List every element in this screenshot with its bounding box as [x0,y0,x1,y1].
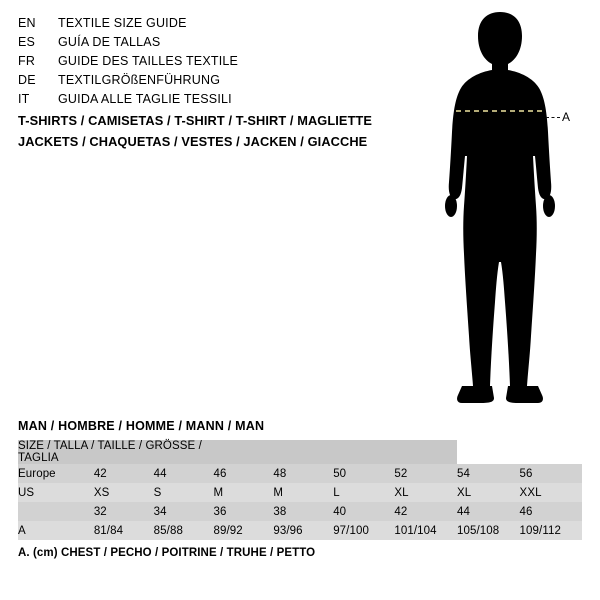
category-block [18,110,408,152]
table-row [18,464,582,483]
table-header-spacer [214,440,274,464]
cell: 42 [394,502,457,521]
cell: 48 [273,464,333,483]
cell: S [154,483,214,502]
category-line-jackets: JACKETS / CHAQUETAS / VESTES / JACKEN / GIACCHE [18,134,368,149]
language-text: TEXTILGRÖßENFÜHRUNG [58,73,221,87]
cell: 54 [457,464,520,483]
row-label [18,502,94,521]
cell: M [214,483,274,502]
table-row [18,483,582,502]
cell: M [273,483,333,502]
cell: 85/88 [154,521,214,540]
cell: XL [457,483,520,502]
table-header-spacer [273,440,333,464]
table-header-spacer [333,440,394,464]
cell: 101/104 [394,521,457,540]
language-row [18,33,398,52]
language-code: EN [18,16,36,30]
language-row [18,71,398,90]
row-label: A [18,521,94,540]
cell: 81/84 [94,521,154,540]
silhouette-icon [400,6,600,406]
category-line-tshirts: T-SHIRTS / CAMISETAS / T-SHIRT / T-SHIRT / MAGLIETTE [18,113,373,128]
language-row [18,52,398,71]
table-row [18,521,582,540]
row-label: Europe [18,464,94,483]
cell: L [333,483,394,502]
language-text: GUIDA ALLE TAGLIE TESSILI [58,92,232,106]
language-code: IT [18,92,30,106]
cell: 97/100 [333,521,394,540]
cell: 46 [214,464,274,483]
footnote: A. (cm) CHEST / PECHO / POITRINE / TRUHE / PETTO [18,547,316,559]
cell: 105/108 [457,521,520,540]
cell: 32 [94,502,154,521]
language-code: FR [18,54,36,68]
language-text: GUÍA DE TALLAS [58,35,161,49]
measure-marker-label: A [562,110,571,124]
table-header-label: SIZE / TALLA / TAILLE / GRÖSSE / TAGLIA [18,440,214,464]
cell: 46 [520,502,582,521]
row-label: US [18,483,94,502]
cell: 89/92 [214,521,274,540]
language-code: ES [18,35,36,49]
cell: 50 [333,464,394,483]
table-row [18,502,582,521]
size-table [18,440,582,540]
male-silhouette-figure [400,6,600,406]
measure-leader-line [546,117,560,118]
table-title: MAN / HOMBRE / HOMME / MANN / MAN [18,419,265,433]
cell: 109/112 [520,521,582,540]
language-row [18,90,398,109]
language-text: GUIDE DES TAILLES TEXTILE [58,54,239,68]
cell: 38 [273,502,333,521]
cell: 56 [520,464,582,483]
cell: XS [94,483,154,502]
cell: 34 [154,502,214,521]
cell: 93/96 [273,521,333,540]
cell: 44 [457,502,520,521]
language-guide-block [18,14,398,109]
table-header-spacer [394,440,457,464]
cell: 44 [154,464,214,483]
cell: 52 [394,464,457,483]
cell: 36 [214,502,274,521]
cell: XXL [520,483,582,502]
language-code: DE [18,73,36,87]
language-text: TEXTILE SIZE GUIDE [58,16,187,30]
cell: XL [394,483,457,502]
cell: 42 [94,464,154,483]
language-row [18,14,398,33]
table-row-header [18,440,582,464]
cell: 40 [333,502,394,521]
